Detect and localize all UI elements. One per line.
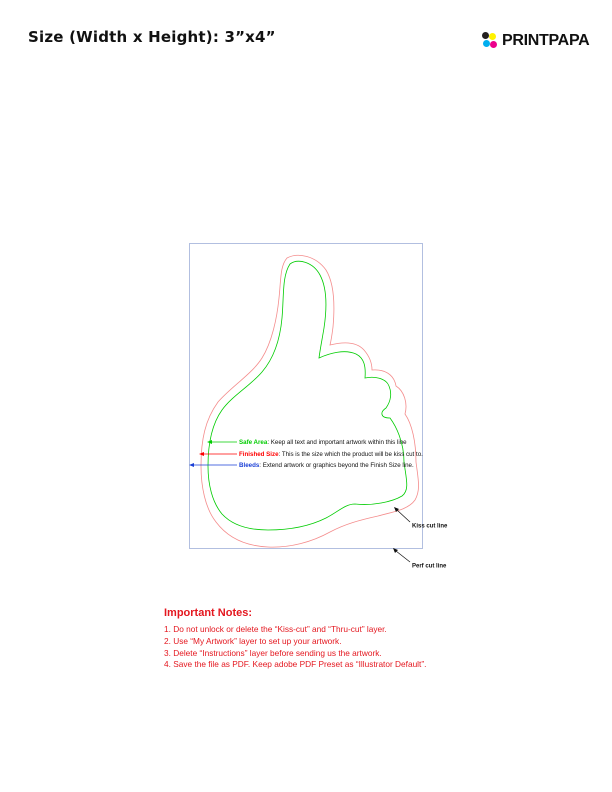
note-item: 1. Do not unlock or delete the “Kiss-cut” and “Thru-cut” layer.	[164, 624, 387, 634]
note-item: 3. Delete “Instructions” layer before sending us the artwork.	[164, 647, 382, 658]
bleeds-label: Bleeds: Extend artwork or graphics beyond the Finish Size line.	[239, 462, 414, 470]
safe-area-outline	[208, 261, 407, 530]
finished-size-label: Finished Size: This is the size which the product will be kiss cut to.	[239, 451, 423, 459]
kiss-cut-label: Kiss cut line	[412, 523, 448, 530]
notes-list	[164, 624, 426, 671]
kiss-cut-leader	[397, 510, 410, 522]
note-item: 2. Use “My Artwork” layer to set up your artwork.	[164, 635, 342, 646]
perf-cut-border	[190, 244, 423, 549]
perf-cut-label: Perf cut line	[412, 563, 447, 570]
finished-size-outline	[201, 255, 419, 547]
perf-cut-leader	[396, 551, 410, 562]
page-title: Size (Width x Height): 3”x4”	[28, 28, 276, 46]
notes-title: Important Notes:	[164, 607, 252, 619]
logo-text: PRINTPAPA	[502, 32, 590, 49]
safe-area-label: Safe Area: Keep all text and important artwork within this line	[239, 439, 407, 447]
note-item: 4. Save the file as PDF. Keep adobe PDF Preset as “Illustrator Default”.	[164, 659, 427, 670]
important-notes	[164, 607, 426, 671]
